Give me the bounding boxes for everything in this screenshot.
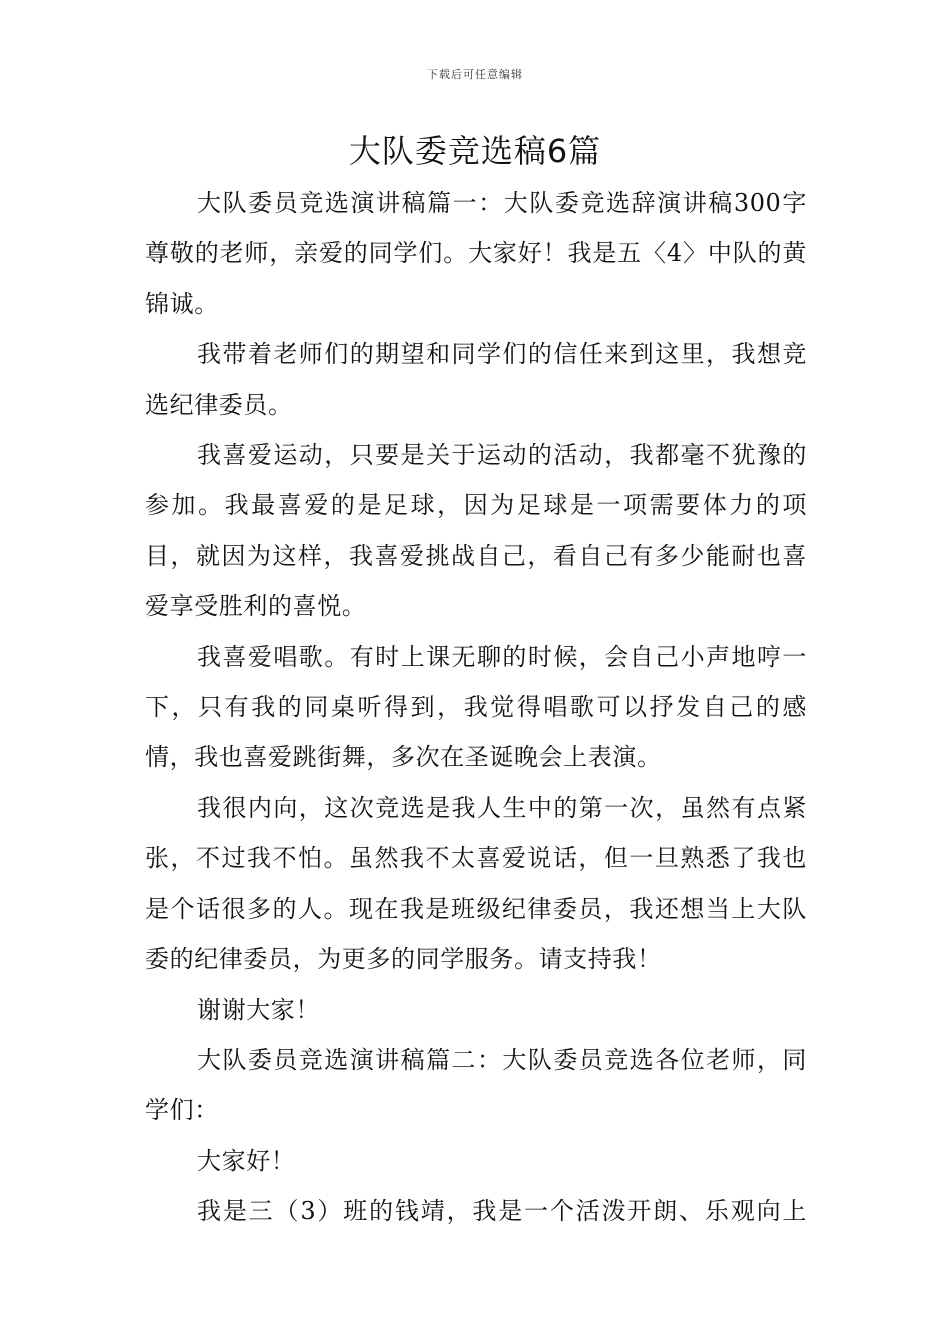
paragraph: 我喜爱唱歌。有时上课无聊的时候，会自己小声地哼一下，只有我的同桌听得到，我觉得唱歌可以抒发自己的感情，我也喜爱跳街舞，多次在圣诞晚会上表演。: [145, 642, 807, 772]
paragraph-continued: 我是三（3）班的钱靖，我是一个活泼开朗、乐观向上: [197, 1197, 807, 1226]
paragraph-intro: 大队委员竞选演讲稿篇一：大队委竞选辞演讲稿300字尊敬的老师，亲爱的同学们。大家好！我是五〈4〉中队的黄锦诚。: [145, 189, 807, 318]
paragraph: 我喜爱运动，只要是关于运动的活动，我都毫不犹豫的参加。我最喜爱的是足球，因为足球是一项需要体力的项目，就因为这样，我喜爱挑战自己，看自己有多少能耐也喜爱享受胜利的喜悦。: [145, 441, 807, 621]
paragraph: 我很内向，这次竞选是我人生中的第一次，虽然有点紧张，不过我不怕。虽然我不太喜爱说话，但一旦熟悉了我也是个话很多的人。现在我是班级纪律委员，我还想当上大队委的纪律委员，为更多的同学服务。请支持我！: [145, 793, 807, 974]
document-body: [145, 178, 807, 1237]
paragraph: 我带着老师们的期望和同学们的信任来到这里，我想竞选纪律委员。: [145, 340, 807, 419]
header-note: 下载后可任意编辑: [427, 68, 523, 81]
paragraph-thanks: 谢谢大家！: [197, 995, 320, 1024]
paragraph-greeting: 大家好！: [197, 1146, 296, 1175]
document-title: 大队委竞选稿6篇: [348, 132, 602, 170]
paragraph-section-two: 大队委员竞选演讲稿篇二：大队委员竞选各位老师，同学们：: [145, 1045, 807, 1125]
